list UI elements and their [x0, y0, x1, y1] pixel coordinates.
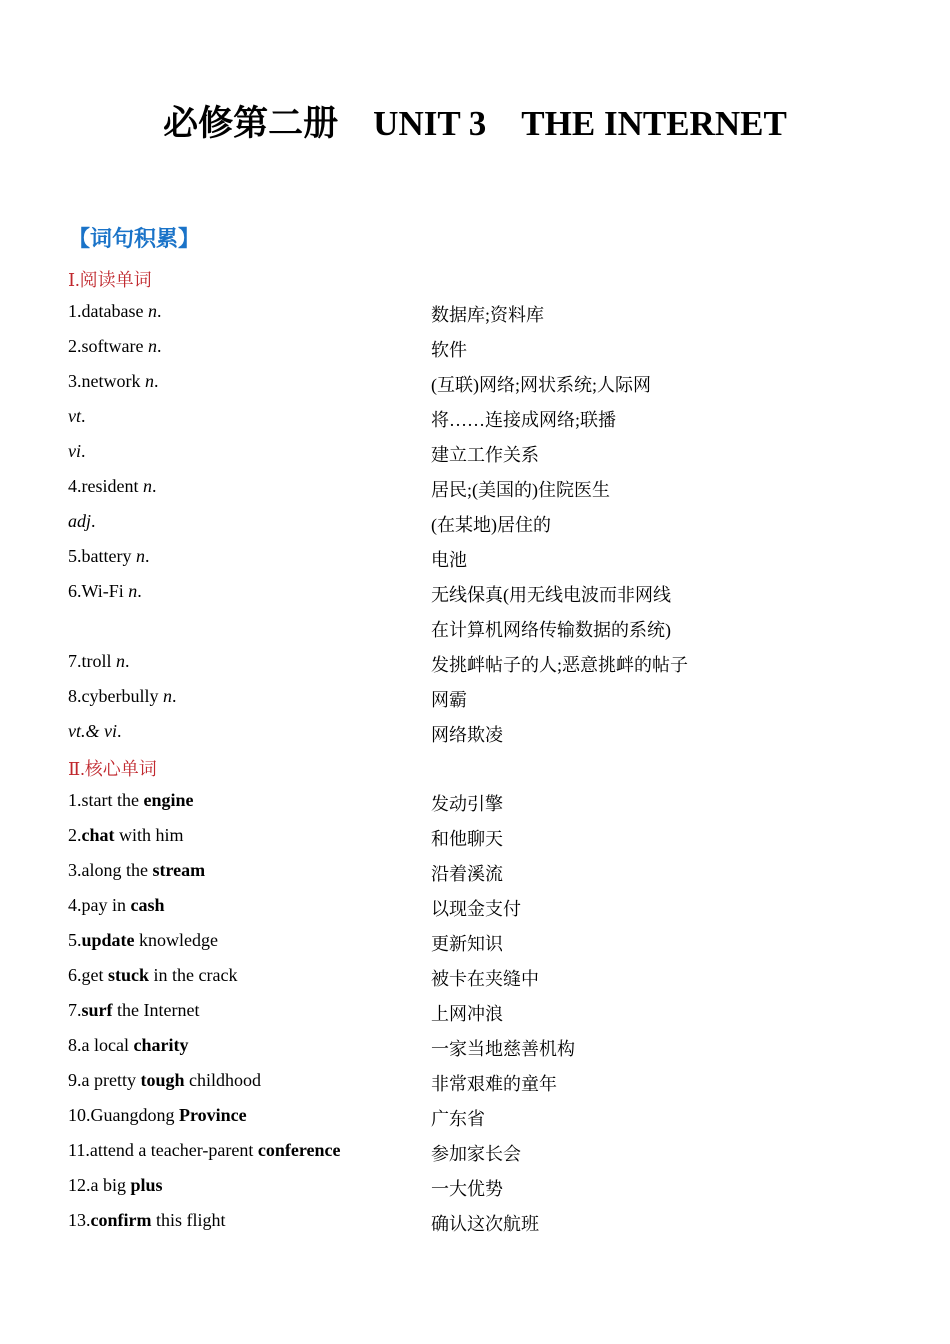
phrase-part: with him: [114, 825, 184, 845]
key-word: surf: [81, 1000, 113, 1020]
phrase-part: in the crack: [149, 965, 238, 985]
vocab-meaning: 居民;(美国的)住院医生: [431, 480, 610, 500]
key-word: plus: [130, 1175, 163, 1195]
vocab-word: 2.software: [68, 336, 148, 356]
key-word: conference: [257, 1140, 341, 1160]
vocab-term: [68, 581, 142, 602]
vocab-word: 7.troll: [68, 651, 116, 671]
phrase-part: this flight: [151, 1210, 226, 1230]
part-of-speech: n: [162, 686, 172, 706]
vocab-word: 5.battery: [68, 546, 136, 566]
vocab-meaning: 将……连接成网络;联播: [431, 410, 617, 430]
key-word: confirm: [90, 1210, 152, 1230]
part-of-speech: n: [144, 371, 154, 391]
phrase-meaning: 以现金支付: [431, 899, 521, 919]
vocab-punct: .: [91, 511, 96, 531]
phrase-part: 3.along the: [68, 860, 153, 880]
vocab-term: [68, 686, 176, 707]
phrase-row: [0, 895, 950, 930]
vocab-meaning: 建立工作关系: [431, 445, 539, 465]
vocab-meaning: (互联)网络;网状系统;人际网: [431, 375, 651, 395]
phrase-part: 1.start the: [68, 790, 144, 810]
phrase-text: [68, 1070, 261, 1091]
vocab-row: [0, 511, 950, 546]
vocab-row: [0, 301, 950, 336]
vocab-row: [0, 686, 950, 721]
vocab-term: [68, 511, 96, 532]
phrase-part: the Internet: [112, 1000, 200, 1020]
vocab-word: 8.cyberbully: [68, 686, 163, 706]
vocab-punct: .: [81, 441, 86, 461]
page-title: 必修第二册 UNIT 3 THE INTERNET: [163, 104, 787, 143]
vocab-punct: .: [156, 301, 162, 321]
vocab-word: 3.network: [68, 371, 145, 391]
phrase-part: 7.: [68, 1000, 82, 1020]
phrase-meaning: 确认这次航班: [431, 1214, 539, 1234]
key-word: cash: [130, 895, 165, 915]
vocab-term: [68, 371, 158, 392]
phrase-row: [0, 930, 950, 965]
vocab-meaning: 电池: [431, 550, 467, 570]
part-of-speech: adj: [68, 511, 92, 531]
vocab-row: [0, 371, 950, 406]
phrase-meaning: 广东省: [431, 1109, 485, 1129]
phrase-meaning: 沿着溪流: [431, 864, 503, 884]
reading-words-heading: Ⅰ.阅读单词: [68, 270, 152, 290]
vocab-meaning: 在计算机网络传输数据的系统): [431, 620, 671, 640]
phrase-row: [0, 965, 950, 1000]
phrase-text: [68, 860, 205, 881]
vocab-term: [68, 441, 86, 462]
vocab-row: [0, 476, 950, 511]
vocab-term: [68, 406, 86, 427]
phrase-text: [68, 965, 237, 986]
phrase-part: 4.pay in: [68, 895, 131, 915]
vocab-term: [68, 721, 121, 742]
phrase-row: [0, 1175, 950, 1210]
vocab-punct: .: [156, 336, 162, 356]
phrase-meaning: 和他聊天: [431, 829, 503, 849]
vocab-punct: .: [151, 476, 157, 496]
vocab-punct: .: [125, 651, 130, 671]
part-of-speech: vi: [68, 441, 81, 461]
vocab-meaning: 网络欺凌: [431, 725, 503, 745]
phrase-text: [68, 825, 184, 846]
vocab-row: [0, 581, 950, 616]
phrase-text: [68, 1210, 226, 1231]
vocab-punct: .: [153, 371, 159, 391]
vocab-term: [68, 336, 161, 357]
vocab-punct: .: [171, 686, 177, 706]
part-of-speech: vt: [68, 406, 81, 426]
phrase-meaning: 更新知识: [431, 934, 503, 954]
key-word: charity: [133, 1035, 189, 1055]
phrase-text: [68, 790, 194, 811]
part-of-speech: n: [135, 546, 145, 566]
key-word: update: [81, 930, 135, 950]
vocab-meaning: 网霸: [431, 690, 467, 710]
vocab-meaning: 软件: [431, 340, 467, 360]
vocab-word: 6.Wi-Fi: [68, 581, 129, 601]
vocab-punct: .: [144, 546, 150, 566]
vocab-term: [68, 301, 161, 322]
phrase-part: 5.: [68, 930, 82, 950]
phrase-part: 6.get: [68, 965, 108, 985]
phrase-row: [0, 860, 950, 895]
part-of-speech: vt.& vi: [68, 721, 117, 741]
phrase-text: [68, 1000, 199, 1021]
vocab-row: [0, 441, 950, 476]
vocab-punct: .: [116, 721, 122, 741]
phrase-meaning: 一大优势: [431, 1179, 503, 1199]
key-word: stuck: [108, 965, 150, 985]
phrase-row: [0, 1210, 950, 1245]
phrase-row: [0, 1000, 950, 1035]
phrase-part: 13.: [68, 1210, 91, 1230]
section-heading: 【词句积累】: [68, 227, 201, 252]
phrase-row: [0, 1035, 950, 1070]
phrase-part: 8.a local: [68, 1035, 134, 1055]
phrase-text: [68, 895, 165, 916]
part-of-speech: n: [128, 581, 138, 601]
phrase-meaning: 上网冲浪: [431, 1004, 503, 1024]
phrase-meaning: 参加家长会: [431, 1144, 521, 1164]
vocab-row: [0, 721, 950, 756]
phrase-part: knowledge: [134, 930, 218, 950]
vocab-row: [0, 651, 950, 686]
phrase-meaning: 发动引擎: [431, 794, 503, 814]
vocab-row: [0, 336, 950, 371]
phrase-part: 10.Guangdong: [68, 1105, 179, 1125]
phrase-row: [0, 1070, 950, 1105]
phrase-meaning: 被卡在夹缝中: [431, 969, 539, 989]
key-word: stream: [152, 860, 206, 880]
vocab-meaning: (在某地)居住的: [431, 515, 551, 535]
phrase-meaning: 一家当地慈善机构: [431, 1039, 575, 1059]
vocab-punct: .: [81, 406, 86, 426]
key-word: chat: [81, 825, 115, 845]
part-of-speech: n: [147, 336, 157, 356]
phrase-row: [0, 825, 950, 860]
vocab-word: 4.resident: [68, 476, 143, 496]
phrase-text: [68, 1175, 163, 1196]
key-word: engine: [143, 790, 194, 810]
core-words-heading: Ⅱ.核心单词: [68, 759, 157, 779]
vocab-meaning: 无线保真(用无线电波而非网线: [431, 585, 671, 605]
phrase-meaning: 非常艰难的童年: [431, 1074, 557, 1094]
part-of-speech: n: [142, 476, 152, 496]
vocab-row: [0, 546, 950, 581]
phrase-row: [0, 1140, 950, 1175]
phrase-part: 12.a big: [68, 1175, 131, 1195]
vocab-term: [68, 476, 156, 497]
key-word: tough: [140, 1070, 185, 1090]
phrase-part: 2.: [68, 825, 82, 845]
part-of-speech: n: [116, 651, 125, 671]
phrase-text: [68, 1105, 247, 1126]
vocab-meaning: 发挑衅帖子的人;恶意挑衅的帖子: [431, 655, 688, 675]
phrase-part: 9.a pretty: [68, 1070, 141, 1090]
vocab-word: 1.database: [68, 301, 148, 321]
phrase-text: [68, 1140, 341, 1161]
phrase-part: 11.attend a teacher-parent: [68, 1140, 258, 1160]
phrase-row: [0, 1105, 950, 1140]
phrase-part: childhood: [184, 1070, 261, 1090]
vocab-term: [68, 546, 149, 567]
part-of-speech: n: [147, 301, 157, 321]
phrase-text: [68, 1035, 188, 1056]
phrase-row: [0, 790, 950, 825]
key-word: Province: [179, 1105, 247, 1125]
vocab-term: [68, 651, 130, 672]
vocab-row: [0, 616, 950, 651]
vocab-row: [0, 406, 950, 441]
vocab-meaning: 数据库;资料库: [431, 305, 545, 325]
phrase-text: [68, 930, 218, 951]
vocab-punct: .: [137, 581, 142, 601]
